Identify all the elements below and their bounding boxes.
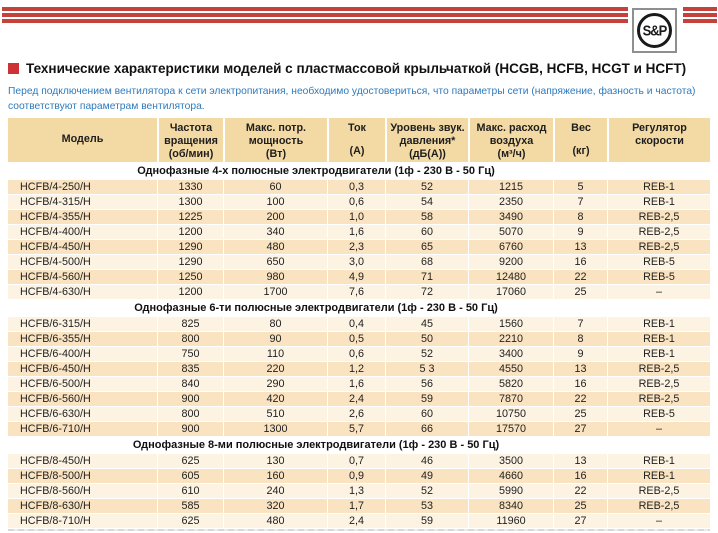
table-body: [8, 162, 710, 528]
cell-speed: 840: [157, 376, 223, 391]
section-header: [8, 299, 710, 316]
cell-current: 1,2: [327, 361, 385, 376]
cell-weight: 25: [553, 406, 607, 421]
cell-power: 220: [223, 361, 327, 376]
table-row: [8, 468, 710, 483]
col-header-weight: Вес (кг): [553, 118, 607, 162]
section-title: Однофазные 6-ти полюсные электродвигатели (1ф - 230 В - 50 Гц): [8, 299, 710, 316]
cell-airflow: 5820: [468, 376, 553, 391]
cell-regulator: REB-2,5: [607, 498, 710, 513]
cell-airflow: 1215: [468, 179, 553, 194]
cell-model: HCFB/8-560/H: [8, 483, 157, 498]
cell-speed: 1250: [157, 269, 223, 284]
cell-current: 1,7: [327, 498, 385, 513]
cell-weight: 25: [553, 498, 607, 513]
cell-power: 110: [223, 346, 327, 361]
cell-sound: 71: [385, 269, 468, 284]
cell-airflow: 2210: [468, 331, 553, 346]
cell-regulator: REB-2,5: [607, 239, 710, 254]
cell-airflow: 4550: [468, 361, 553, 376]
cell-sound: 68: [385, 254, 468, 269]
cell-current: 2,4: [327, 513, 385, 528]
cell-regulator: REB-2,5: [607, 209, 710, 224]
cell-sound: 45: [385, 316, 468, 331]
cell-regulator: REB-1: [607, 179, 710, 194]
cell-sound: 59: [385, 513, 468, 528]
section-header: [8, 162, 710, 179]
cell-sound: 54: [385, 194, 468, 209]
cell-current: 0,3: [327, 179, 385, 194]
cell-regulator: REB-2,5: [607, 376, 710, 391]
cell-regulator: –: [607, 513, 710, 528]
cell-model: HCFB/8-500/H: [8, 468, 157, 483]
cell-airflow: 3400: [468, 346, 553, 361]
cell-model: HCFB/6-450/H: [8, 361, 157, 376]
cell-sound: 49: [385, 468, 468, 483]
cell-regulator: REB-1: [607, 331, 710, 346]
cell-speed: 625: [157, 513, 223, 528]
table-row: [8, 194, 710, 209]
cell-regulator: REB-2,5: [607, 391, 710, 406]
cell-airflow: 7870: [468, 391, 553, 406]
cell-airflow: 17060: [468, 284, 553, 299]
cell-weight: 13: [553, 453, 607, 468]
cell-model: HCFB/4-500/H: [8, 254, 157, 269]
cell-sound: 50: [385, 331, 468, 346]
cell-speed: 625: [157, 453, 223, 468]
cell-current: 3,0: [327, 254, 385, 269]
cell-airflow: 17570: [468, 421, 553, 436]
cell-weight: 16: [553, 376, 607, 391]
cell-power: 90: [223, 331, 327, 346]
cell-regulator: REB-1: [607, 468, 710, 483]
red-stripes-left: [2, 7, 628, 25]
table-row: [8, 376, 710, 391]
cell-model: HCFB/8-450/H: [8, 453, 157, 468]
sp-logo-text: S&P: [642, 21, 667, 40]
table-row: [8, 421, 710, 436]
cell-current: 0,4: [327, 316, 385, 331]
cell-regulator: REB-5: [607, 254, 710, 269]
cell-model: HCFB/4-630/H: [8, 284, 157, 299]
cell-model: HCFB/6-355/H: [8, 331, 157, 346]
cell-power: 290: [223, 376, 327, 391]
cell-speed: 585: [157, 498, 223, 513]
cell-sound: 72: [385, 284, 468, 299]
cell-current: 2,6: [327, 406, 385, 421]
bottom-rule: [8, 529, 710, 531]
cell-airflow: 10750: [468, 406, 553, 421]
cell-power: 980: [223, 269, 327, 284]
cell-power: 60: [223, 179, 327, 194]
cell-model: HCFB/4-250/H: [8, 179, 157, 194]
cell-weight: 7: [553, 194, 607, 209]
cell-model: HCFB/6-400/H: [8, 346, 157, 361]
col-header-current: Ток (А): [327, 118, 385, 162]
cell-model: HCFB/4-315/H: [8, 194, 157, 209]
cell-speed: 1200: [157, 224, 223, 239]
header-row: [8, 118, 710, 162]
cell-sound: 56: [385, 376, 468, 391]
cell-model: HCFB/8-710/H: [8, 513, 157, 528]
cell-weight: 25: [553, 284, 607, 299]
cell-power: 130: [223, 453, 327, 468]
cell-power: 320: [223, 498, 327, 513]
cell-airflow: 5990: [468, 483, 553, 498]
cell-model: HCFB/6-630/H: [8, 406, 157, 421]
table-row: [8, 391, 710, 406]
cell-weight: 8: [553, 331, 607, 346]
table-row: [8, 179, 710, 194]
cell-power: 200: [223, 209, 327, 224]
cell-model: HCFB/4-400/H: [8, 224, 157, 239]
cell-current: 4,9: [327, 269, 385, 284]
cell-speed: 1330: [157, 179, 223, 194]
cell-speed: 800: [157, 331, 223, 346]
cell-current: 5,7: [327, 421, 385, 436]
cell-power: 510: [223, 406, 327, 421]
cell-weight: 27: [553, 421, 607, 436]
cell-sound: 5 3: [385, 361, 468, 376]
cell-airflow: 3490: [468, 209, 553, 224]
col-header-regulator: Регулятор скорости: [607, 118, 710, 162]
cell-weight: 9: [553, 224, 607, 239]
cell-regulator: REB-5: [607, 406, 710, 421]
table-row: [8, 284, 710, 299]
cell-current: 1,3: [327, 483, 385, 498]
cell-model: HCFB/6-710/H: [8, 421, 157, 436]
cell-airflow: 2350: [468, 194, 553, 209]
cell-model: HCFB/6-315/H: [8, 316, 157, 331]
cell-model: HCFB/4-355/H: [8, 209, 157, 224]
cell-model: HCFB/4-560/H: [8, 269, 157, 284]
intro-note: Перед подключением вентилятора к сети электропитания, необходимо удостовериться, что параметры сети (напряжение, фазность и частота) соответствуют параметрам вентилятора.: [8, 86, 696, 113]
cell-weight: 8: [553, 209, 607, 224]
cell-speed: 1200: [157, 284, 223, 299]
table-row: [8, 453, 710, 468]
cell-airflow: 8340: [468, 498, 553, 513]
cell-speed: 900: [157, 421, 223, 436]
table-row: [8, 269, 710, 284]
table-row: [8, 498, 710, 513]
cell-current: 2,3: [327, 239, 385, 254]
cell-current: 2,4: [327, 391, 385, 406]
col-header-airflow: Макс. расход воздуха (м³/ч): [468, 118, 553, 162]
cell-regulator: REB-1: [607, 194, 710, 209]
cell-speed: 1225: [157, 209, 223, 224]
cell-weight: 27: [553, 513, 607, 528]
red-square-bullet: [8, 63, 19, 74]
cell-sound: 52: [385, 483, 468, 498]
col-header-model: Модель: [8, 118, 157, 162]
cell-current: 1,0: [327, 209, 385, 224]
cell-regulator: –: [607, 284, 710, 299]
cell-airflow: 4660: [468, 468, 553, 483]
cell-weight: 16: [553, 468, 607, 483]
cell-power: 420: [223, 391, 327, 406]
cell-regulator: REB-2,5: [607, 224, 710, 239]
cell-speed: 835: [157, 361, 223, 376]
sp-logo: [632, 8, 677, 53]
cell-regulator: REB-5: [607, 269, 710, 284]
cell-current: 0,6: [327, 346, 385, 361]
cell-airflow: 6760: [468, 239, 553, 254]
section-title: Однофазные 4-х полюсные электродвигатели (1ф - 230 В - 50 Гц): [8, 162, 710, 179]
cell-power: 340: [223, 224, 327, 239]
col-header-speed: Частота вращения (об/мин): [157, 118, 223, 162]
spec-table: [8, 118, 710, 528]
cell-weight: 9: [553, 346, 607, 361]
cell-current: 7,6: [327, 284, 385, 299]
cell-weight: 16: [553, 254, 607, 269]
cell-power: 1700: [223, 284, 327, 299]
cell-airflow: 11960: [468, 513, 553, 528]
col-header-power: Макс. потр. мощность (Вт): [223, 118, 327, 162]
table-row: [8, 254, 710, 269]
section-title: Однофазные 8-ми полюсные электродвигатели (1ф - 230 В - 50 Гц): [8, 436, 710, 453]
cell-current: 1,6: [327, 224, 385, 239]
table-row: [8, 209, 710, 224]
cell-regulator: –: [607, 421, 710, 436]
cell-sound: 52: [385, 346, 468, 361]
cell-weight: 22: [553, 391, 607, 406]
cell-power: 160: [223, 468, 327, 483]
cell-current: 0,6: [327, 194, 385, 209]
cell-sound: 60: [385, 224, 468, 239]
cell-power: 480: [223, 513, 327, 528]
cell-power: 100: [223, 194, 327, 209]
col-header-sound: Уровень звук. давления* (дБ(А)): [385, 118, 468, 162]
cell-speed: 825: [157, 316, 223, 331]
cell-speed: 1300: [157, 194, 223, 209]
cell-speed: 800: [157, 406, 223, 421]
cell-speed: 610: [157, 483, 223, 498]
table-row: [8, 406, 710, 421]
cell-speed: 1290: [157, 254, 223, 269]
cell-airflow: 12480: [468, 269, 553, 284]
cell-power: 480: [223, 239, 327, 254]
section-header: [8, 436, 710, 453]
cell-sound: 59: [385, 391, 468, 406]
cell-regulator: REB-2,5: [607, 361, 710, 376]
table-head: [8, 118, 710, 162]
cell-model: HCFB/4-450/H: [8, 239, 157, 254]
table-row: [8, 239, 710, 254]
cell-regulator: REB-1: [607, 453, 710, 468]
cell-weight: 13: [553, 361, 607, 376]
cell-weight: 22: [553, 269, 607, 284]
cell-current: 0,5: [327, 331, 385, 346]
cell-regulator: REB-1: [607, 346, 710, 361]
cell-model: HCFB/6-500/H: [8, 376, 157, 391]
cell-current: 0,9: [327, 468, 385, 483]
table-row: [8, 331, 710, 346]
cell-weight: 5: [553, 179, 607, 194]
cell-sound: 53: [385, 498, 468, 513]
cell-model: HCFB/6-560/H: [8, 391, 157, 406]
cell-speed: 1290: [157, 239, 223, 254]
cell-weight: 22: [553, 483, 607, 498]
cell-sound: 65: [385, 239, 468, 254]
cell-power: 1300: [223, 421, 327, 436]
table-row: [8, 224, 710, 239]
title-row: [8, 61, 714, 77]
cell-sound: 52: [385, 179, 468, 194]
cell-current: 0,7: [327, 453, 385, 468]
cell-speed: 750: [157, 346, 223, 361]
cell-power: 240: [223, 483, 327, 498]
cell-sound: 60: [385, 406, 468, 421]
cell-power: 650: [223, 254, 327, 269]
table-row: [8, 316, 710, 331]
red-stripes-right: [683, 7, 717, 25]
table-row: [8, 346, 710, 361]
cell-weight: 7: [553, 316, 607, 331]
cell-airflow: 9200: [468, 254, 553, 269]
cell-airflow: 3500: [468, 453, 553, 468]
cell-airflow: 1560: [468, 316, 553, 331]
table-row: [8, 361, 710, 376]
cell-speed: 900: [157, 391, 223, 406]
table-row: [8, 513, 710, 528]
cell-weight: 13: [553, 239, 607, 254]
page-title: Технические характеристики моделей с пластмассовой крыльчаткой (HCGB, HCFB, HCGT и HCFT): [26, 61, 687, 76]
cell-regulator: REB-1: [607, 316, 710, 331]
cell-power: 80: [223, 316, 327, 331]
top-banner: [0, 0, 718, 58]
cell-current: 1,6: [327, 376, 385, 391]
table-row: [8, 483, 710, 498]
cell-airflow: 5070: [468, 224, 553, 239]
sp-logo-circle: [637, 13, 672, 48]
cell-regulator: REB-2,5: [607, 483, 710, 498]
cell-sound: 58: [385, 209, 468, 224]
cell-model: HCFB/8-630/H: [8, 498, 157, 513]
cell-speed: 605: [157, 468, 223, 483]
cell-sound: 66: [385, 421, 468, 436]
cell-sound: 46: [385, 453, 468, 468]
